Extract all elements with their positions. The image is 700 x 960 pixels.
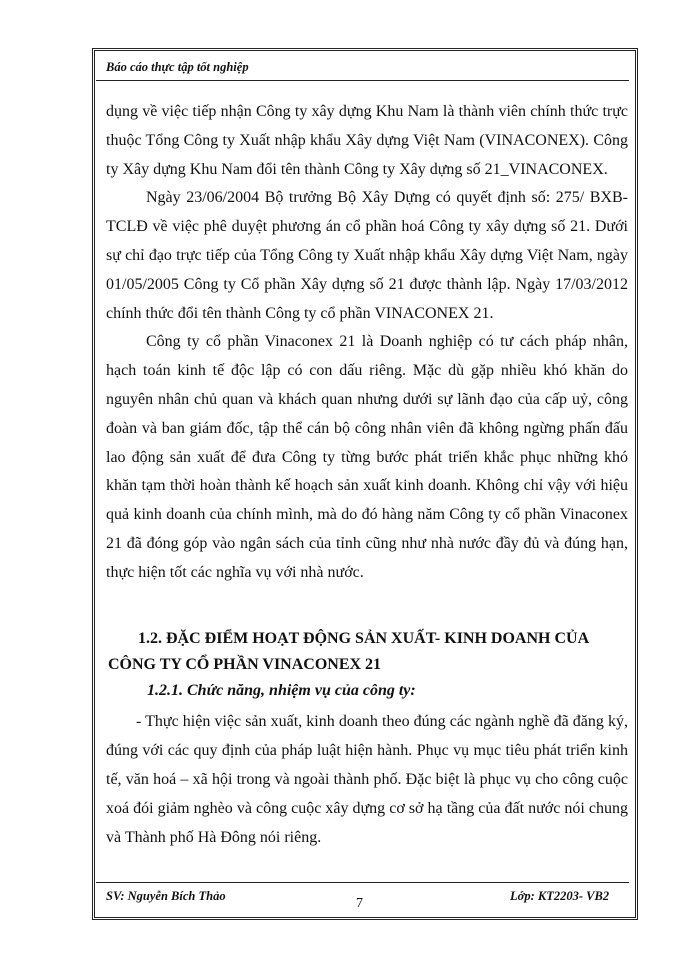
subsection-heading: 1.2.1. Chức năng, nhiệm vụ của công ty: bbox=[147, 682, 416, 699]
paragraph-3: Công ty cổ phần Vinaconex 21 là Doanh nghiệp có tư cách pháp nhân, hạch toán kinh tế độc lập có con dấu riêng. Mặc dù gặp nhiều khó khăn do nguyên nhân chủ quan và khách quan nhưng dưới sự lãnh đạo của cấp uỷ, công đoàn và ban giám đốc, tập thể cán bộ công nhân viên đã không ngừng phấn đấu lao động sản xuất để đưa Công ty từng bước phát triển khắc phục những khó khăn tạm thời hoàn thành kế hoạch sản xuất kinh doanh. Không chỉ vậy với hiệu quả kinh doanh của chính mình, mà do đó hàng năm Công ty cổ phần Vinaconex 21 đã đóng góp vào ngân sách của tỉnh cũng như nhà nước đầy đủ và đúng hạn, thực hiện tốt các nghĩa vụ với nhà nước. bbox=[106, 333, 628, 581]
section-heading-line1: 1.2. ĐẶC ĐIỂM HOẠT ĐỘNG SẢN XUẤT- KINH DOANH CỦA bbox=[138, 630, 590, 647]
footer-divider bbox=[96, 882, 629, 883]
body-text bbox=[106, 98, 628, 588]
paragraph-2: Ngày 23/06/2004 Bộ trưởng Bộ Xây Dựng có quyết định số: 275/ BXB-TCLĐ về việc phê duyệt phương án cổ phần hoá Công ty xây dựng số 21. Dưới sự chỉ đạo trực tiếp của Tổng Công ty Xuất nhập khẩu Xây dựng Việt Nam, ngày 01/05/2005 Công ty Cổ phần Xây dựng số 21 được thành lập. Ngày 17/03/2012 chính thức đổi tên thành Công ty cổ phần VINACONEX 21. bbox=[106, 189, 628, 322]
header-divider bbox=[96, 80, 629, 81]
footer-student: SV: Nguyễn Bích Thảo bbox=[106, 889, 226, 903]
section-heading-line2: CÔNG TY CỔ PHẦN VINACONEX 21 bbox=[108, 656, 382, 673]
section-body bbox=[106, 707, 628, 852]
paragraph-1: dụng về việc tiếp nhận Công ty xây dựng Khu Nam là thành viên chính thức trực thuộc Tổng Công ty Xuất nhập khẩu Xây dựng Việt Nam (VINACONEX). Công ty Xây dựng Khu Nam đổi tên thành Công ty Xây dựng số 21_VINACONEX. bbox=[106, 103, 628, 178]
page-header-title: Báo cáo thực tập tốt nghiệp bbox=[106, 60, 249, 74]
page-number: 7 bbox=[356, 896, 363, 911]
footer-class: Lớp: KT2203- VB2 bbox=[510, 889, 610, 903]
section-heading bbox=[108, 626, 628, 678]
section-paragraph: - Thực hiện việc sản xuất, kinh doanh theo đúng các ngành nghề đã đăng ký, đúng với các quy định của pháp luật hiện hành. Phục vụ mục tiêu phát triển kinh tế, văn hoá – xã hội trong và ngoài thành phố. Đặc biệt là phục vụ cho công cuộc xoá đói giảm nghèo và công cuộc xây dựng cơ sở hạ tầng của đất nước nói chung và Thành phố Hà Đông nói riêng. bbox=[106, 713, 628, 846]
